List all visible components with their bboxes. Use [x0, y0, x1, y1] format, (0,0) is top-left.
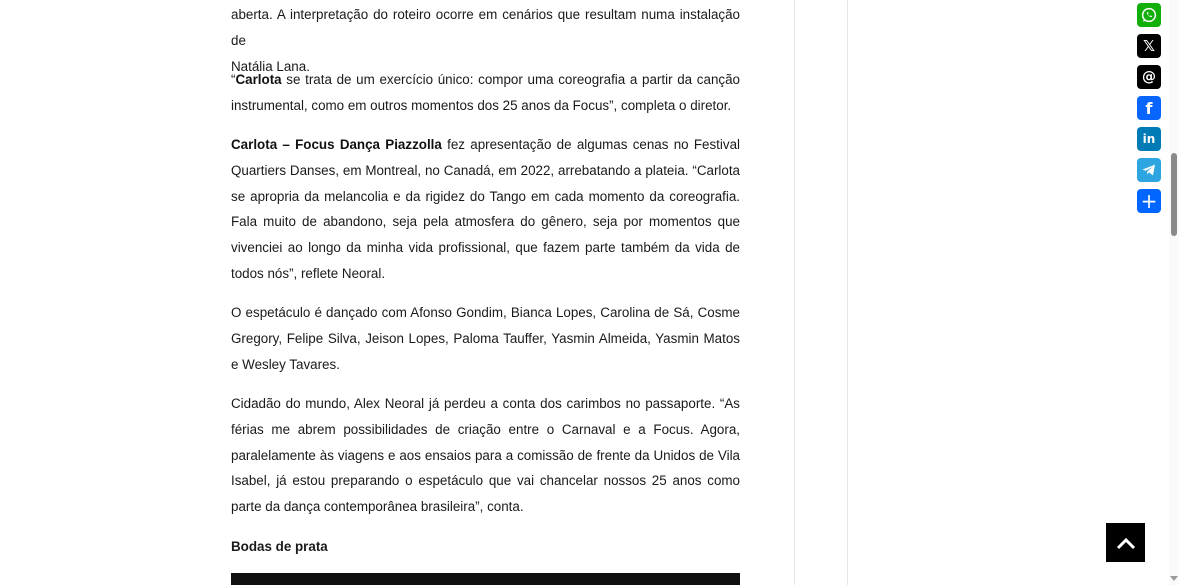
open-quote: “	[231, 72, 236, 87]
x-share-button[interactable]	[1137, 34, 1161, 58]
section-heading: Bodas de prata	[231, 539, 328, 554]
divider	[847, 0, 848, 585]
facebook-icon: f	[1145, 98, 1153, 118]
bold-title: Carlota – Focus Dança Piazzolla	[231, 137, 442, 152]
share-more-button[interactable]	[1137, 189, 1161, 213]
bold-title: Carlota	[235, 72, 282, 87]
paragraph	[231, 67, 740, 119]
paragraph: O espetáculo é dançado com Afonso Gondim, Bianca Lopes, Carolina de Sá, Cosme Gregory, Felipe Silva, Jeison Lopes, Paloma Tauffer, Yasmin Almeida, Yasmin Matos e Wesley Tavares.	[231, 305, 740, 372]
paragraph-text: fez apresentação de algumas cenas no Festival Quartiers Danses, em Montreal, no Canadá, em 2022, arrebatando a plateia. “Carlota se apropria da melancolia e da rigidez do Tango em cada momento da coreografia. Fala muito de abandono, seja pela atmosfera do gênero, seja por momentos que vivenciei ao longo da minha vida profissional, que fazem parte também da vida de todos nós”, reflete Neoral.	[231, 137, 740, 281]
divider	[794, 0, 795, 585]
paragraph: Cidadão do mundo, Alex Neoral já perdeu a conta dos carimbos no passaporte. “As férias me abrem possibilidades de criação entre o Carnaval e a Focus. Agora, paralelamente às viagens e aos ensaios para a comissão de frente da Unidos de Vila Isabel, já estou preparando o espetáculo que vai chancelar nossos 25 anos como parte da dança contemporânea brasileira”, conta.	[231, 396, 740, 515]
facebook-share-button[interactable]	[1137, 96, 1161, 120]
linkedin-share-button[interactable]	[1137, 127, 1161, 151]
threads-icon: @	[1142, 69, 1156, 85]
paragraph-text: se trata de um exercício único: compor uma coreografia a partir da canção instrumental, como em outros momentos dos 25 anos da Focus”, completa o diretor.	[231, 72, 740, 113]
share-plus-icon: +	[1140, 189, 1158, 213]
telegram-icon	[1141, 162, 1157, 178]
threads-share-button[interactable]	[1137, 65, 1161, 89]
paragraph-text: Natália Lana.	[231, 58, 310, 74]
linkedin-icon: in	[1142, 132, 1156, 146]
whatsapp-icon	[1140, 6, 1158, 24]
share-bar	[1137, 3, 1161, 220]
telegram-share-button[interactable]	[1137, 158, 1161, 182]
back-to-top-button[interactable]	[1106, 523, 1145, 562]
scrollbar[interactable]	[1169, 0, 1179, 585]
chevron-up-icon	[1116, 536, 1136, 550]
scroll-down-arrow-icon[interactable]	[1170, 576, 1178, 581]
scrollbar-thumb[interactable]	[1171, 153, 1177, 236]
paragraph-text: aberta. A interpretação do roteiro ocorre em cenários que resultam numa instalação de	[231, 7, 740, 48]
paragraph	[231, 132, 740, 287]
x-icon: 𝕏	[1142, 37, 1156, 55]
video-embed[interactable]	[231, 573, 740, 585]
whatsapp-share-button[interactable]	[1137, 3, 1161, 27]
